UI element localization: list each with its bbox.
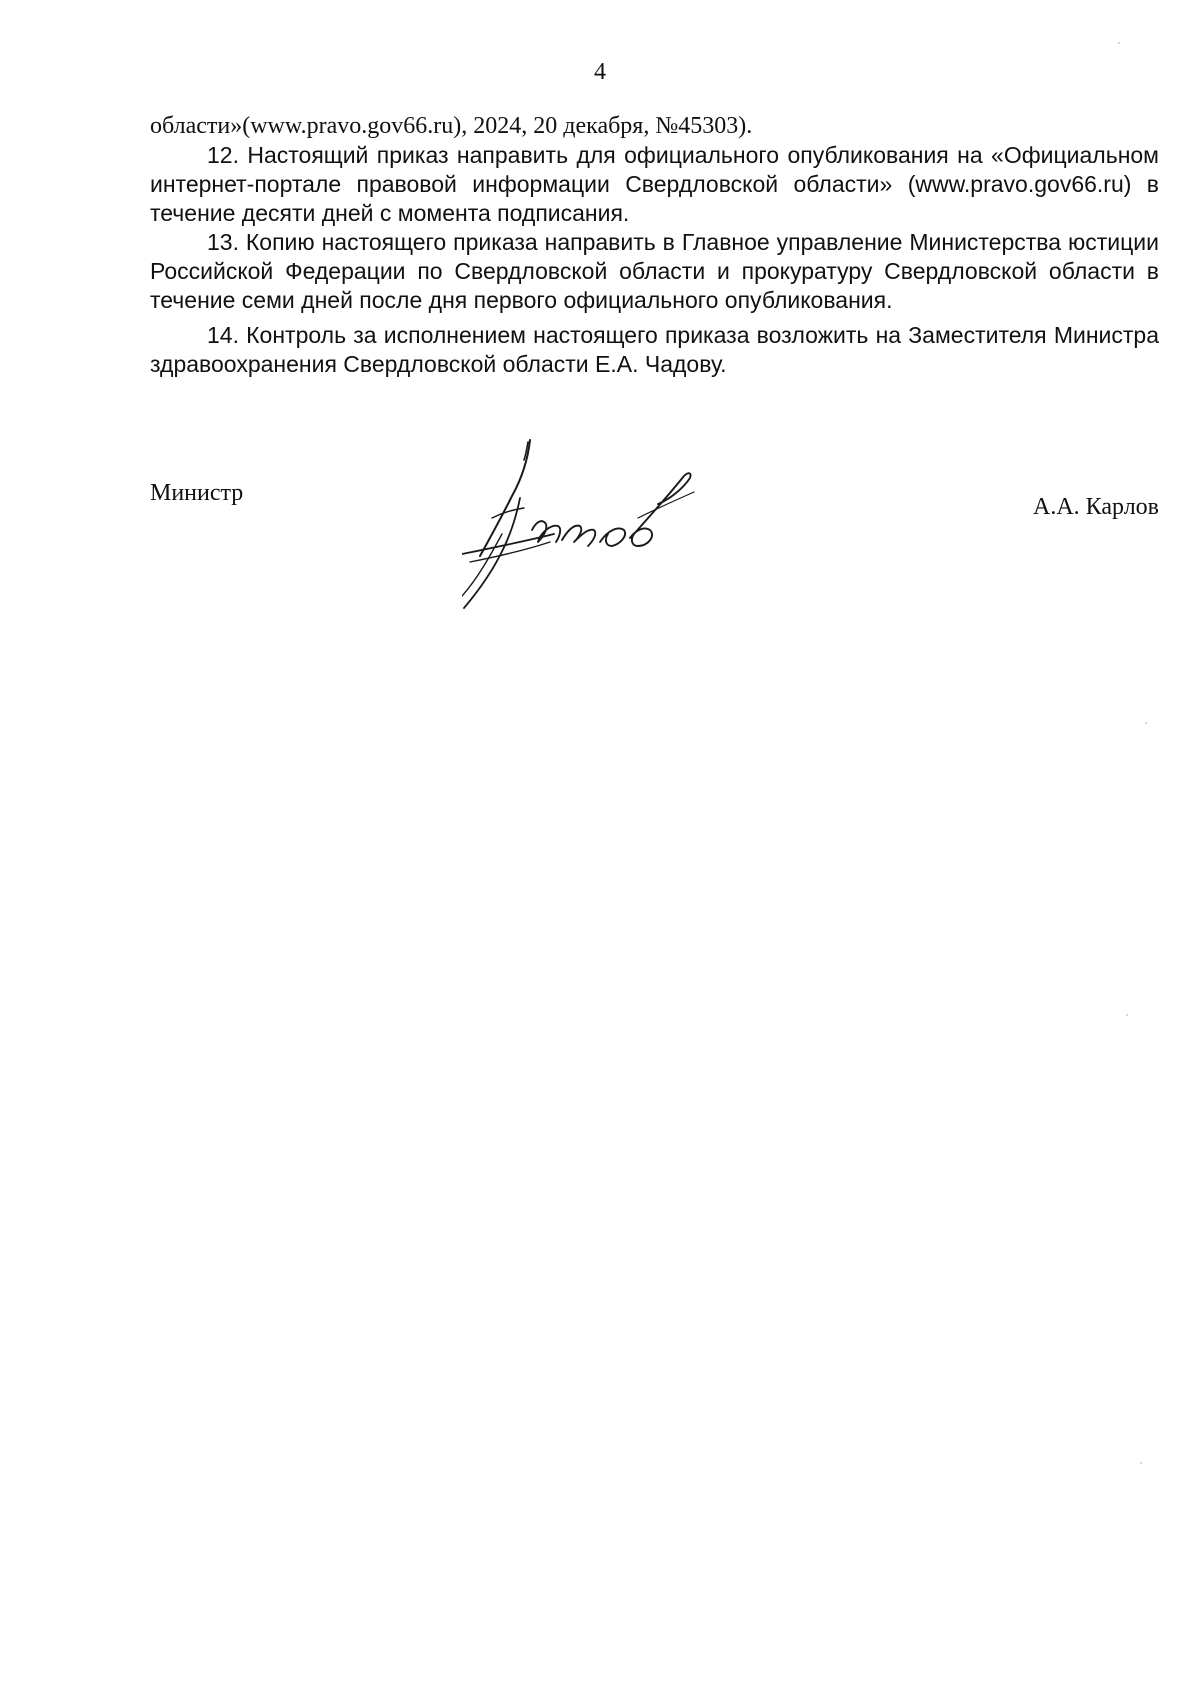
signatory-role: Министр [150, 480, 244, 506]
signatory-name: А.А. Карлов [1033, 494, 1159, 520]
paragraph-12: 12. Настоящий приказ направить для официального опубликования на «Официальном интернет-портале правовой информации Свердловской области» (www.pravo.gov66.ru) в течение десяти дней с момента подписания. [150, 142, 1159, 226]
document-body [150, 111, 1159, 379]
scan-speck [1126, 1014, 1128, 1016]
paragraph-13: 13. Копию настоящего приказа направить в Главное управление Министерства юстиции Российской Федерации по Свердловской области и прокуратуру Свердловской области в течение семи дней после дня первого официального опубликования. [150, 229, 1159, 313]
scan-speck [1118, 42, 1120, 44]
paragraph-14: 14. Контроль за исполнением настоящего приказа возложить на Заместителя Министра здравоохранения Свердловской области Е.А. Чадову. [150, 322, 1159, 377]
paragraph-11-tail-text: области»(www.pravo.gov66.ru), 2024, 20 декабря, №45303). [150, 113, 753, 139]
scan-speck [1145, 722, 1147, 724]
page-number: 4 [594, 59, 606, 85]
paragraph-11-tail [150, 111, 1159, 141]
handwritten-signature [462, 438, 742, 613]
scan-speck [1140, 1462, 1142, 1464]
